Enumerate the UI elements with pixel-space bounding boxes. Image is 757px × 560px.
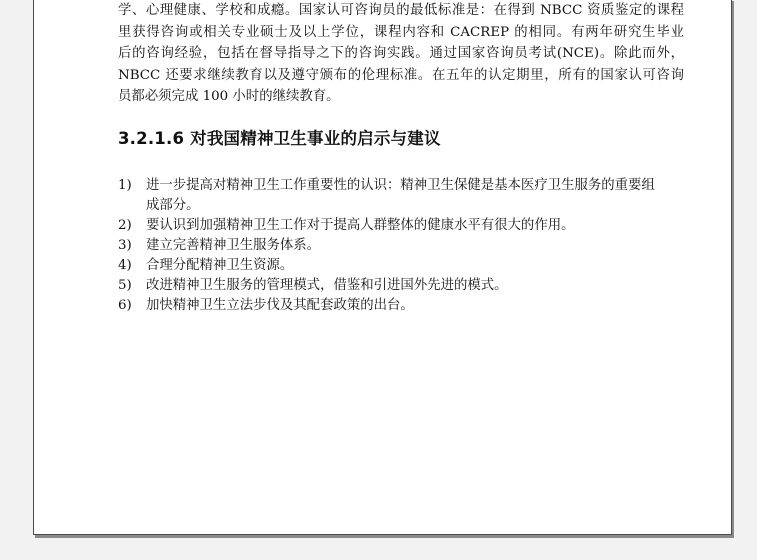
list-item: [118, 176, 684, 216]
list-marker: 5): [118, 278, 132, 293]
document-page: [33, 0, 732, 535]
list-item-text: 合理分配精神卫生资源。: [146, 258, 294, 273]
list-item-text: 成部分。: [146, 198, 200, 213]
list-item-text: 进一步提高对精神卫生工作重要性的认识：精神卫生保健是基本医疗卫生服务的重要组: [146, 178, 655, 193]
list-item-text: 加快精神卫生立法步伐及其配套政策的出台。: [146, 298, 414, 313]
section-title: 对我国精神卫生事业的启示与建议: [190, 129, 441, 148]
section-number: 3.2.1.6: [118, 129, 185, 148]
intro-line: 员都必须完成 100 小时的继续教育。: [118, 89, 340, 104]
intro-line: 学、心理健康、学校和成瘾。国家认可咨询员的最低标准是：在得到 NBCC 资质鉴定的课程: [118, 3, 684, 18]
intro-line: 后的咨询经验，包括在督导指导之下的咨询实践。通过国家咨询员考试(NCE)。除此而外，: [118, 46, 684, 61]
section-heading: [118, 125, 441, 149]
list-item: [118, 236, 684, 256]
list-item: [118, 216, 684, 236]
list-marker: 6): [118, 298, 132, 313]
list-marker: 1): [118, 178, 132, 193]
list-item: [118, 296, 684, 316]
page-content: [118, 0, 684, 313]
intro-line: NBCC 还要求继续教育以及遵守颁布的伦理标准。在五年的认定期里，所有的国家认可咨询: [118, 67, 684, 83]
list-item-text: 要认识到加强精神卫生工作对于提高人群整体的健康水平有很大的作用。: [146, 218, 575, 233]
intro-line: 里获得咨询或相关专业硕士及以上学位，课程内容和 CACREP 的相同。有两年研究生毕业: [118, 24, 684, 40]
intro-paragraph: [118, 0, 684, 108]
list-marker: 3): [118, 238, 132, 253]
list-item: [118, 256, 684, 276]
recommendation-list: [118, 176, 684, 316]
list-item-text: 改进精神卫生服务的管理模式，借鉴和引进国外先进的模式。: [146, 278, 508, 293]
list-item-text: 建立完善精神卫生服务体系。: [146, 238, 321, 253]
list-marker: 2): [118, 218, 132, 233]
list-item: [118, 276, 684, 296]
list-marker: 4): [118, 258, 132, 273]
